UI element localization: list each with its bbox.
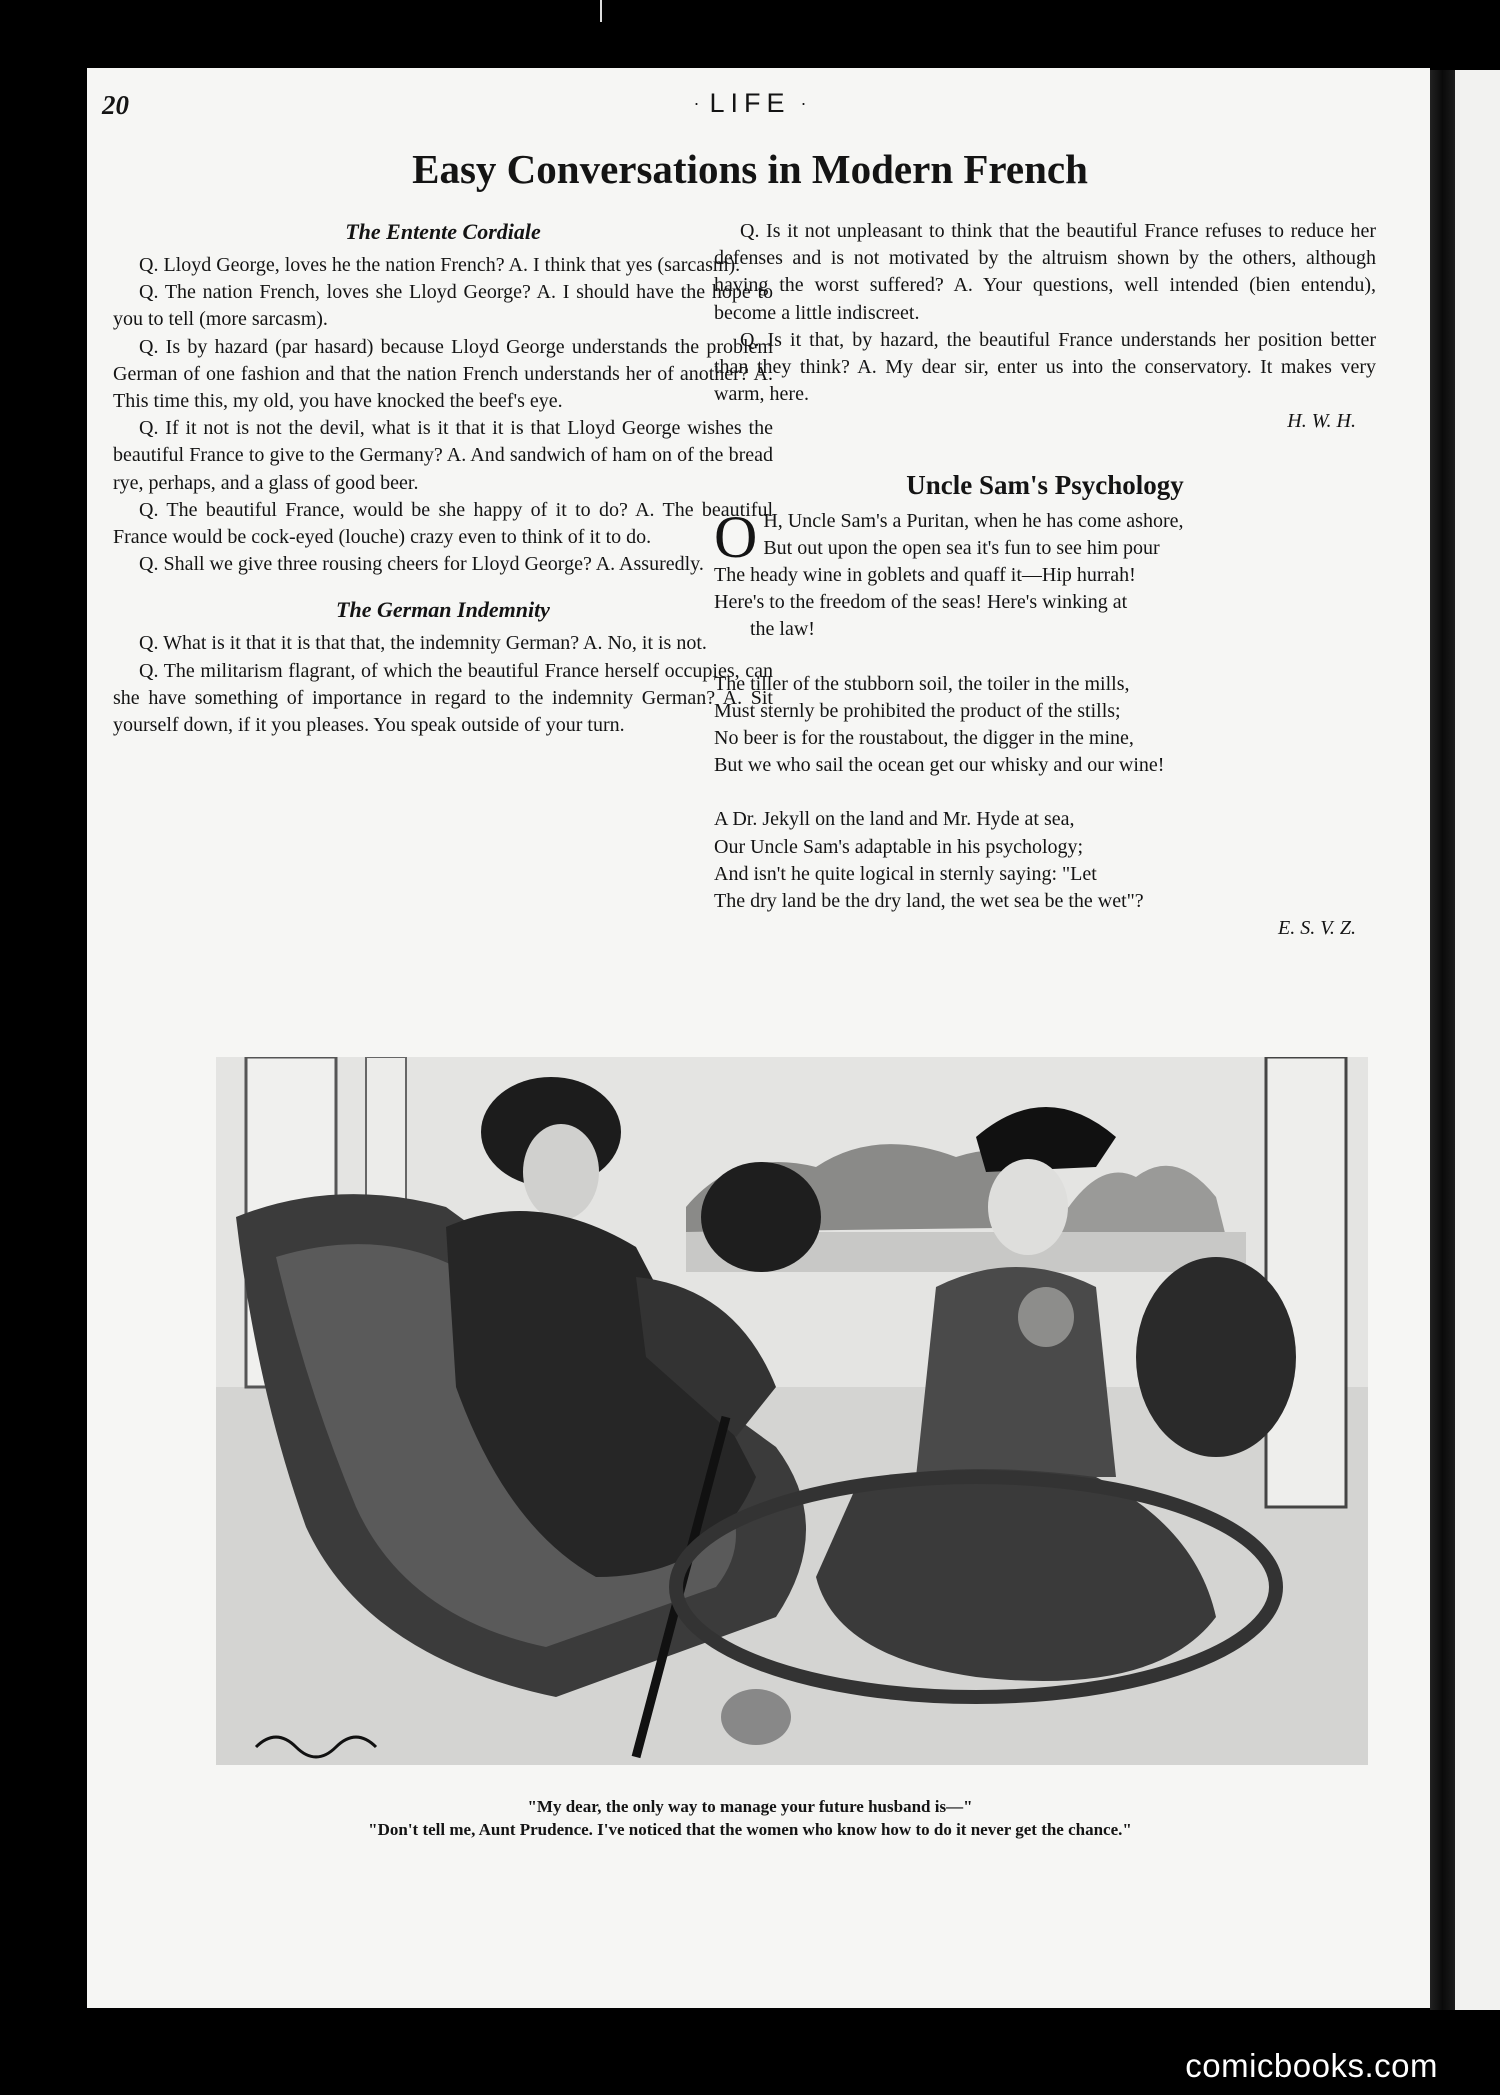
caption-line: "My dear, the only way to manage your future husband is—": [527, 1797, 973, 1816]
poem-line: The dry land be the dry land, the wet sea be the wet"?: [714, 890, 1144, 913]
qa-paragraph: Q. Is by hazard (par hasard) because Lloyd George understands the problem German of one fashion and that the nation French understands her of another? A. This time this, my old, you have knocked the beef's eye.: [113, 335, 773, 413]
article-signature: H. W. H.: [1287, 410, 1356, 433]
qa-paragraph: Q. What is it that it is that that, the indemnity German? A. No, it is not.: [139, 632, 707, 655]
article-title: Easy Conversations in Modern French: [412, 146, 1088, 192]
right-column: [714, 218, 1376, 942]
page-gutter: [1430, 70, 1455, 2010]
poem-line: But we who sail the ocean get our whisky and our wine!: [714, 754, 1165, 777]
cartoon-illustration: [216, 1057, 1368, 1765]
site-watermark: comicbooks.com: [1185, 2047, 1438, 2084]
qa-paragraph: Q. The nation French, loves she Lloyd George? A. I should have the hope to you to tell (more sarcasm).: [113, 281, 773, 331]
poem-line: Must sternly be prohibited the product of the stills;: [714, 699, 1121, 722]
poem-line: The heady wine in goblets and quaff it—Hip hurrah!: [714, 564, 1136, 587]
poem-line: But out upon the open sea it's fun to see him pour: [763, 536, 1160, 559]
section-heading-entente: The Entente Cordiale: [345, 219, 541, 244]
running-head: · LIFE ·: [693, 88, 807, 118]
running-head-text: LIFE: [709, 88, 791, 118]
qa-paragraph: Q. The militarism flagrant, of which the beautiful France herself occupies, can she have something of importance in regard to the indemnity German? A. Sit yourself down, if it you pleases. You speak outside of your turn.: [113, 659, 773, 737]
poem-stanza: [714, 671, 1376, 780]
qa-paragraph: Q. Shall we give three rousing cheers for Lloyd George? A. Assuredly.: [139, 553, 704, 576]
cartoon-caption: [0, 1795, 1500, 1841]
poem-stanza: [714, 806, 1376, 915]
qa-paragraph: Q. Lloyd George, loves he the nation French? A. I think that yes (sarcasm).: [139, 254, 741, 276]
poem-line: H, Uncle Sam's a Puritan, when he has come ashore,: [763, 509, 1184, 532]
next-page-strip: [1455, 70, 1500, 2010]
poem: [714, 503, 1376, 943]
drop-cap: O: [714, 503, 758, 570]
qa-paragraph: Q. If it not is not the devil, what is it that it is that Lloyd George wishes the beautiful France to give to the Germany? A. And sandwich of ham on of the bread rye, perhaps, and a glass of good beer.: [113, 417, 773, 494]
poem-line: The tiller of the stubborn soil, the toiler in the mills,: [714, 672, 1130, 695]
poem-line: Here's to the freedom of the seas! Here's winking at: [714, 591, 1128, 614]
page-number: 20: [102, 90, 129, 120]
scan-mark: [600, 0, 602, 22]
poem-title: Uncle Sam's Psychology: [906, 469, 1184, 500]
poem-line: Our Uncle Sam's adaptable in his psychology;: [714, 835, 1084, 858]
poem-line: the law!: [750, 618, 815, 641]
poem-signature: E. S. V. Z.: [1278, 917, 1356, 940]
poem-stanza: [714, 503, 1376, 644]
qa-paragraph: Q. Is it not unpleasant to think that the beautiful France refuses to reduce her defenses and is not motivated by the altruism shown by the others, although having the worst suffered? A. Your questions, well intended (bien entendu), become a little indiscreet.: [714, 220, 1376, 324]
section-heading-indemnity: The German Indemnity: [336, 597, 550, 623]
poem-line: A Dr. Jekyll on the land and Mr. Hyde at sea,: [714, 808, 1075, 831]
poem-line: And isn't he quite logical in sternly saying: "Let: [714, 862, 1097, 885]
cartoon-drawing: [216, 1057, 1368, 1765]
left-column: [113, 218, 773, 739]
poem-line: No beer is for the roustabout, the digger in the mine,: [714, 727, 1134, 750]
qa-paragraph: Q. Is it that, by hazard, the beautiful France understands her position better than they think? A. My dear sir, enter us into the conservatory. It makes very warm, here.: [714, 328, 1376, 406]
qa-paragraph: Q. The beautiful France, would be she happy of it to do? A. The beautiful France would be cock-eyed (louche) crazy even to think of it to do.: [113, 498, 773, 549]
caption-line: "Don't tell me, Aunt Prudence. I've noticed that the women who know how to do it never get the chance.": [368, 1820, 1132, 1839]
